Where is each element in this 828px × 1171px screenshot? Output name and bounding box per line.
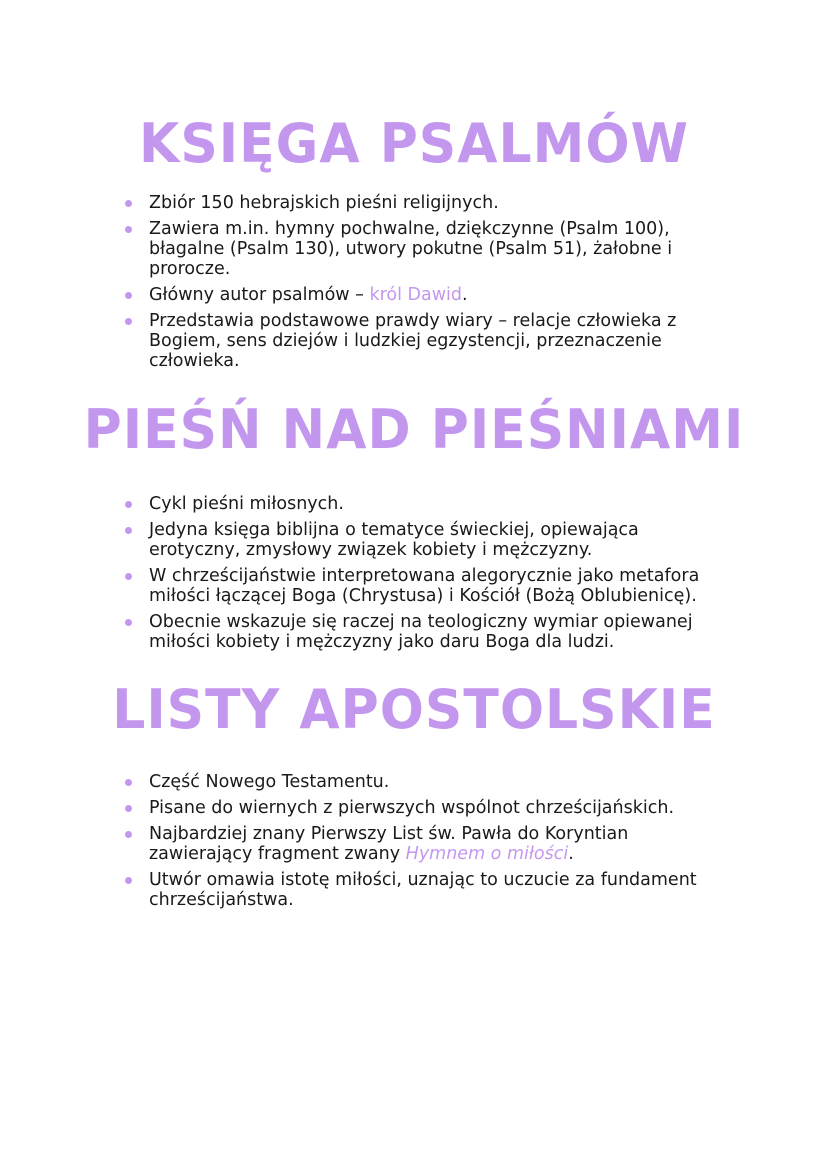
section-heading: LISTY APOSTOLSKIE (112, 678, 716, 742)
list-item (122, 824, 722, 864)
list-item (122, 311, 722, 371)
bullet-text: Utwór omawia istotę miłości, uznając to uczucie za fundament chrześcijaństwa. (149, 870, 697, 910)
bullet-list (122, 772, 722, 916)
list-item (122, 772, 722, 792)
section-piesn-nad-piesniami (0, 398, 828, 462)
bullet-text: Pisane do wiernych z pierwszych wspólnot chrześcijańskich. (149, 798, 675, 818)
bullet-text: Przedstawia podstawowe prawdy wiary – relacje człowieka z Bogiem, sens dziejów i ludzkiej egzystencji, przeznaczenie człowieka. (149, 311, 677, 371)
bullet-text: Jedyna księga biblijna o tematyce świeckiej, opiewająca erotyczny, zmysłowy związek kobiety i mężczyzny. (149, 520, 639, 560)
bullet-text: Część Nowego Testamentu. (149, 772, 390, 792)
bullet-list (122, 193, 722, 377)
bullet-text-before: Najbardziej znany Pierwszy List św. Pawła do Koryntian zawierający fragment zwany (149, 824, 629, 864)
section-ksiega-psalmow (0, 112, 828, 176)
bullet-text: Cykl pieśni miłosnych. (149, 494, 344, 514)
bullet-text: Zbiór 150 hebrajskich pieśni religijnych. (149, 193, 499, 213)
bullet-text-after: . (568, 844, 574, 864)
bullet-list (122, 494, 722, 658)
list-item (122, 494, 722, 514)
list-item (122, 798, 722, 818)
list-item (122, 219, 722, 279)
list-item (122, 520, 722, 560)
bullet-text: Obecnie wskazuje się raczej na teologiczny wymiar opiewanej miłości kobiety i mężczyzny jako daru Boga dla ludzi. (149, 612, 693, 652)
highlighted-author: król Dawid (369, 285, 463, 305)
section-heading: KSIĘGA PSALMÓW (139, 112, 689, 176)
list-item (122, 612, 722, 652)
section-heading: PIEŚŃ NAD PIEŚNIAMI (83, 398, 745, 462)
bullet-text-before: Główny autor psalmów – (149, 285, 370, 305)
bullet-text-after: . (462, 285, 468, 305)
list-item (122, 285, 722, 305)
list-item (122, 870, 722, 910)
bullet-text: W chrześcijaństwie interpretowana alegorycznie jako metafora miłości łączącej Boga (Chrystusa) i Kościół (Bożą Oblubienicę). (149, 566, 700, 606)
list-item (122, 566, 722, 606)
section-listy-apostolskie (0, 678, 828, 742)
highlighted-hymn-title: Hymnem o miłości (405, 844, 569, 864)
list-item (122, 193, 722, 213)
bullet-text: Zawiera m.in. hymny pochwalne, dziękczynne (Psalm 100), błagalne (Psalm 130), utwory pokutne (Psalm 51), żałobne i prorocze. (149, 219, 673, 279)
